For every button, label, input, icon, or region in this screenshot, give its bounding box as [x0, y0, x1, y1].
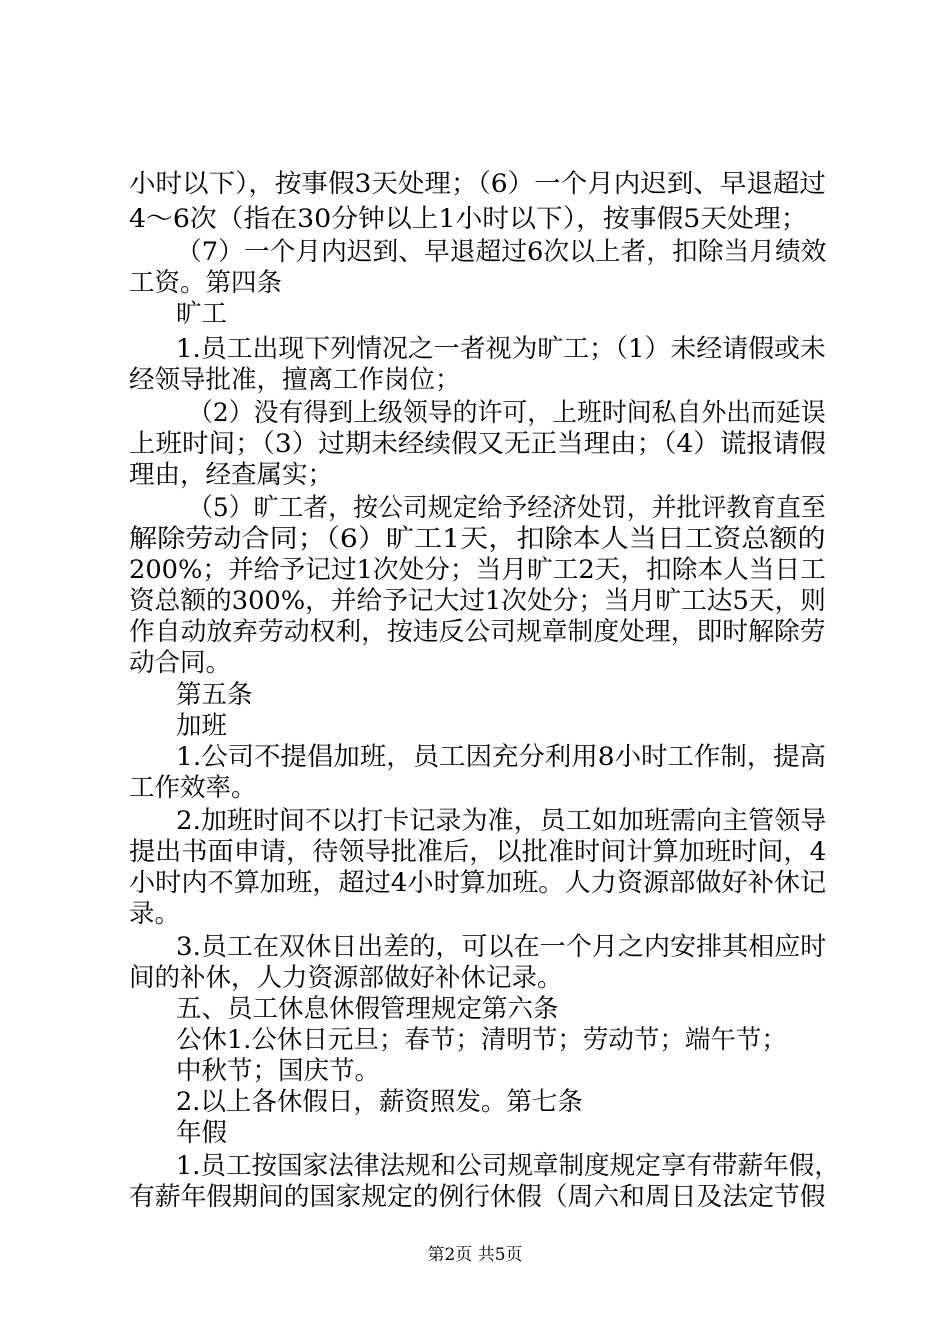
text-line: 提出书面申请，待领导批准后，以批准时间计算加班时间，4 — [129, 837, 827, 867]
text-line: 工资。第四条 — [129, 268, 283, 298]
text-line: （5）旷工者，按公司规定给予经济处罚，并批评教育直至 — [188, 493, 826, 523]
text-line: 资总额的300%，并给予记大过1次处分；当月旷工达5天，则 — [129, 586, 826, 616]
text-line: 工作效率。 — [129, 773, 257, 803]
text-line: 经领导批准，擅离工作岗位； — [129, 365, 461, 395]
text-line: 加班 — [176, 711, 228, 741]
text-line: 五、员工休息休假管理规定第六条 — [176, 994, 559, 1024]
text-line: 公休1.公休日元旦；春节；清明节；劳动节；端午节； — [176, 1025, 787, 1055]
text-line: 间的补休，人力资源部做好补休记录。 — [129, 963, 563, 993]
text-line: 3.员工在双休日出差的，可以在一个月之内安排其相应时 — [176, 932, 827, 962]
text-line: 解除劳动合同；（6）旷工1天，扣除本人当日工资总额的 — [129, 524, 826, 554]
text-line: 1.员工按国家法律法规和公司规章制度规定享有带薪年假， — [176, 1151, 840, 1181]
text-line: （7）一个月内迟到、早退超过6次以上者，扣除当月绩效 — [176, 237, 827, 267]
text-line: 第五条 — [176, 680, 253, 710]
text-line: 有薪年假期间的国家规定的例行休假（周六和周日及法定节假 — [129, 1182, 826, 1212]
text-line: 小时以下），按事假3天处理；（6）一个月内迟到、早退超过 — [129, 169, 826, 199]
text-line: 年假 — [176, 1118, 228, 1148]
text-line: 旷工 — [176, 299, 228, 329]
text-line: 4～6次（指在30分钟以上1小时以下），按事假5天处理； — [129, 204, 808, 234]
text-line: （2）没有得到上级领导的许可，上班时间私自外出而延误 — [188, 398, 826, 428]
text-line: 录。 — [129, 899, 181, 929]
text-line: 作自动放弃劳动权利，按违反公司规章制度处理，即时解除劳 — [129, 617, 826, 647]
page-footer: 第2页 共5页 — [427, 1245, 523, 1265]
text-line: 上班时间；（3）过期未经续假又无正当理由；（4）谎报请假 — [129, 429, 826, 459]
text-line: 2.以上各休假日，薪资照发。第七条 — [176, 1087, 583, 1117]
text-line: 2.加班时间不以打卡记录为准，员工如加班需向主管领导 — [176, 806, 827, 836]
text-line: 小时内不算加班，超过4小时算加班。人力资源部做好补休记 — [129, 868, 827, 898]
text-line: 动合同。 — [129, 648, 232, 678]
text-line: 1.员工出现下列情况之一者视为旷工；（1）未经请假或未 — [176, 334, 826, 364]
text-line: 1.公司不提倡加班，员工因充分利用8小时工作制，提高 — [176, 742, 827, 772]
text-line: 200%；并给予记过1次处分；当月旷工2天，扣除本人当日工 — [129, 555, 826, 585]
text-line: 中秋节；国庆节。 — [176, 1056, 381, 1086]
text-line: 理由，经查属实； — [129, 460, 334, 490]
